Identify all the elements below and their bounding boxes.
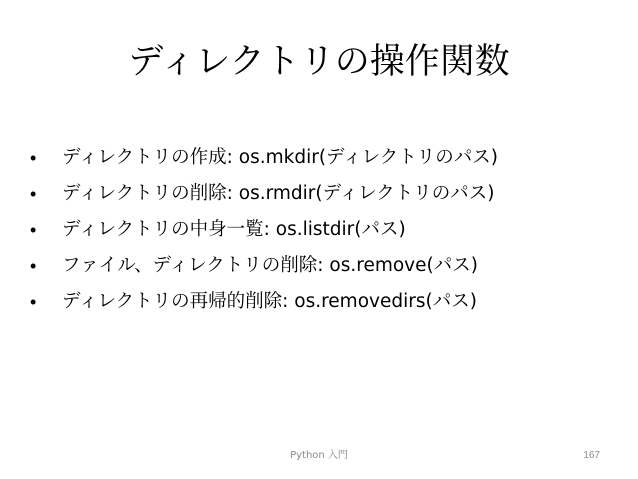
list-item xyxy=(30,248,620,284)
bullet-icon: • xyxy=(30,220,37,240)
bullet-text: ディレクトリの中身一覧: os.listdir(パス) xyxy=(62,219,406,240)
bullet-icon: • xyxy=(30,184,37,204)
list-item xyxy=(30,140,620,176)
footer-label: Python 入門 xyxy=(290,450,348,461)
bullet-icon: • xyxy=(30,148,37,168)
bullet-text: ディレクトリの再帰的削除: os.removedirs(パス) xyxy=(62,291,477,312)
bullet-list xyxy=(30,140,620,320)
bullet-text: ファイル、ディレクトリの削除: os.remove(パス) xyxy=(62,255,478,276)
bullet-text: ディレクトリの削除: os.rmdir(ディレクトリのパス) xyxy=(62,183,495,204)
bullet-icon: • xyxy=(30,292,37,312)
slide-title: ディレクトリの操作関数 xyxy=(128,42,510,82)
page-number: 167 xyxy=(583,450,600,461)
list-item xyxy=(30,176,620,212)
bullet-text: ディレクトリの作成: os.mkdir(ディレクトリのパス) xyxy=(62,147,498,168)
bullet-icon: • xyxy=(30,256,37,276)
list-item xyxy=(30,212,620,248)
list-item xyxy=(30,284,620,320)
